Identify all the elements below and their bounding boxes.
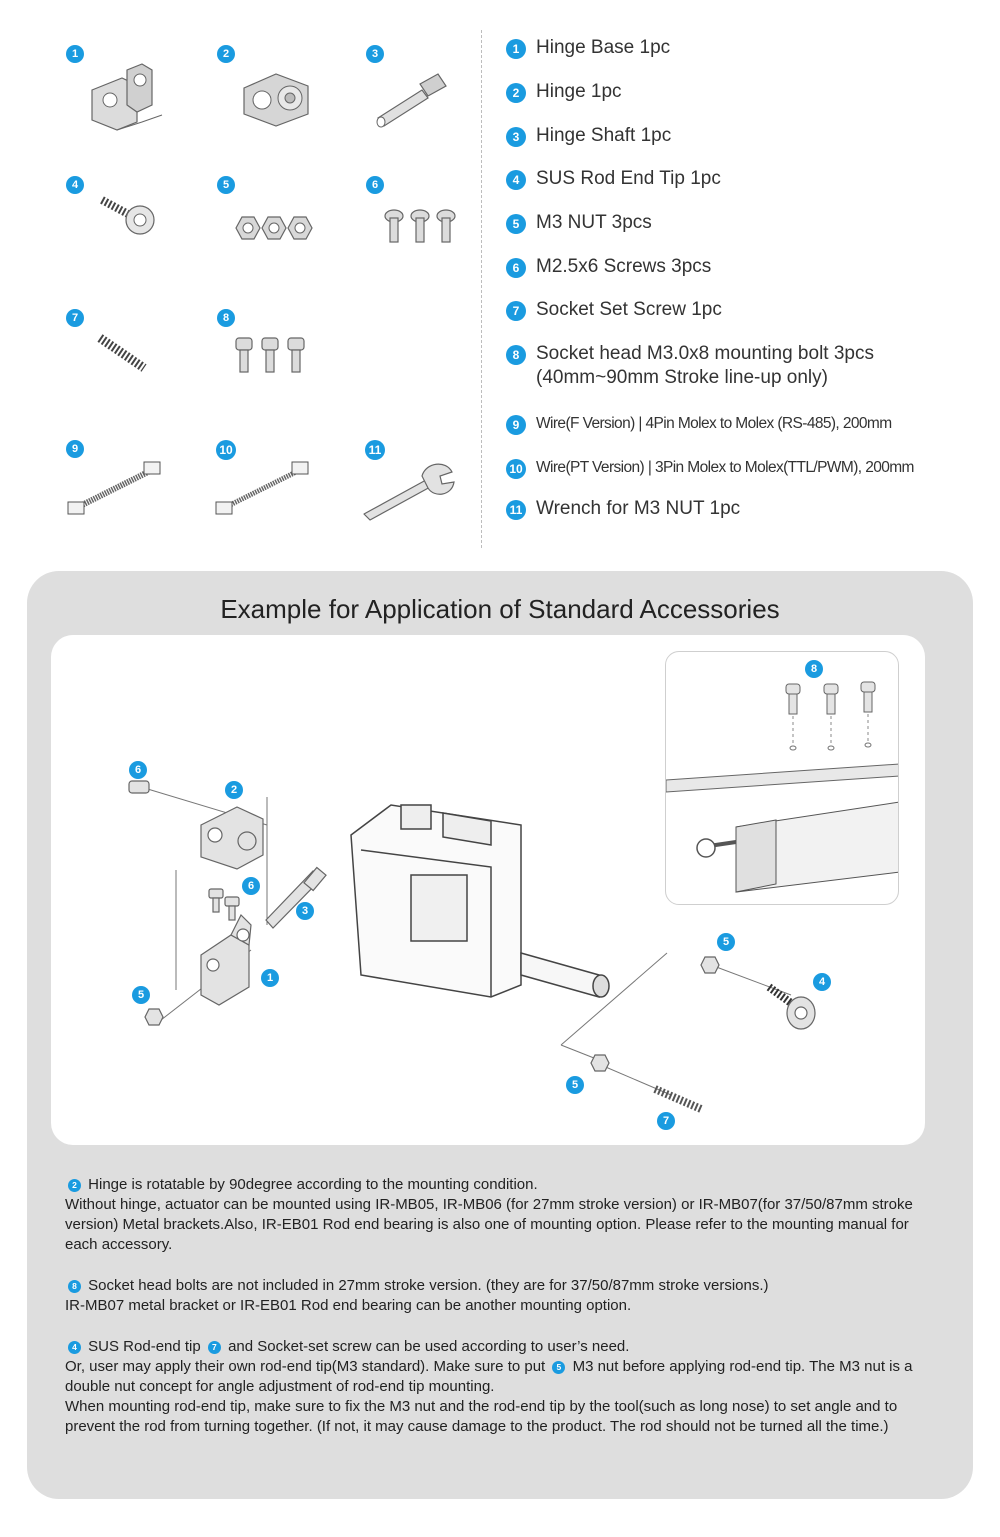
callout-6: 6 xyxy=(242,877,260,895)
list-item xyxy=(506,497,740,521)
list-text: Wire(PT Version) | 3Pin Molex to Molex(TTL/PWM), 200mm xyxy=(536,459,914,476)
callout-3: 3 xyxy=(296,902,314,920)
list-badge: 2 xyxy=(506,83,526,103)
list-item xyxy=(506,298,722,322)
note-badge: 2 xyxy=(68,1179,81,1192)
wire-f-icon xyxy=(64,458,164,520)
part-badge-10: 10 xyxy=(216,440,236,460)
note-badge: 4 xyxy=(68,1341,81,1354)
part-badge-3: 3 xyxy=(366,45,384,63)
part-badge-2: 2 xyxy=(217,45,235,63)
part-badge-11: 11 xyxy=(365,440,385,460)
note-bolts xyxy=(65,1276,945,1316)
list-text-line1: Socket head M3.0x8 mounting bolt 3pcs xyxy=(536,343,874,364)
m3-nut-icon xyxy=(232,212,316,244)
actuator-exploded-view xyxy=(51,635,925,1145)
list-item xyxy=(506,167,721,191)
callout-4: 4 xyxy=(813,973,831,991)
callout-5: 5 xyxy=(132,986,150,1004)
list-item xyxy=(506,342,874,390)
part-badge-9: 9 xyxy=(66,440,84,458)
callout-5: 5 xyxy=(566,1076,584,1094)
note-badge: 7 xyxy=(208,1341,221,1354)
list-badge: 3 xyxy=(506,127,526,147)
list-text: M2.5x6 Screws 3pcs xyxy=(536,256,712,277)
note-body: Without hinge, actuator can be mounted using IR-MB05, IR-MB06 (for 27mm stroke version) or IR-MB07(for 37/50/87mm stroke version) Metal brackets.Also, IR-EB01 Rod end bearing is also one of mounting option. Please refer to the mounting manual for each accessory. xyxy=(65,1196,913,1253)
hinge-base-icon xyxy=(82,60,172,135)
list-badge: 8 xyxy=(506,345,526,365)
note-line: Hinge is rotatable by 90degree according to the mounting condition. xyxy=(88,1176,538,1193)
list-badge: 4 xyxy=(506,170,526,190)
list-item xyxy=(506,124,671,148)
callout-7: 7 xyxy=(657,1112,675,1130)
note-line: Socket head bolts are not included in 27mm stroke version. (they are for 37/50/87mm stroke versions.) xyxy=(88,1277,769,1294)
wire-pt-icon xyxy=(212,458,312,520)
list-item xyxy=(506,255,711,279)
list-badge: 1 xyxy=(506,39,526,59)
application-title: Example for Application of Standard Accessories xyxy=(220,594,780,624)
list-badge: 9 xyxy=(506,415,526,435)
list-text: Socket Set Screw 1pc xyxy=(536,299,722,320)
list-item xyxy=(506,36,670,60)
list-item xyxy=(506,456,914,480)
part-badge-5: 5 xyxy=(217,176,235,194)
note-hinge xyxy=(65,1175,945,1255)
callout-6: 6 xyxy=(129,761,147,779)
list-text: Hinge Shaft 1pc xyxy=(536,125,672,146)
list-badge: 11 xyxy=(506,500,526,520)
m25-screw-icon xyxy=(382,208,462,248)
part-badge-8: 8 xyxy=(217,309,235,327)
mounting-bolt-icon xyxy=(232,336,312,376)
note-badge: 8 xyxy=(68,1280,81,1293)
list-text-line2: (40mm~90mm Stroke line-up only) xyxy=(536,367,828,388)
part-badge-1: 1 xyxy=(66,45,84,63)
hinge-icon xyxy=(236,66,316,132)
list-text xyxy=(536,342,874,390)
note-text: Or, user may apply their own rod-end tip(M3 standard). Make sure to put xyxy=(65,1358,546,1375)
list-item xyxy=(506,80,622,104)
list-badge: 7 xyxy=(506,301,526,321)
part-badge-7: 7 xyxy=(66,309,84,327)
section-divider xyxy=(481,30,482,548)
hinge-shaft-icon xyxy=(372,70,452,130)
note-text: SUS Rod-end tip xyxy=(88,1338,201,1355)
part-badge-4: 4 xyxy=(66,176,84,194)
callout-5: 5 xyxy=(717,933,735,951)
callout-2: 2 xyxy=(225,781,243,799)
note-body: IR-MB07 metal bracket or IR-EB01 Rod end bearing can be another mounting option. xyxy=(65,1297,632,1314)
rod-end-tip-icon xyxy=(96,190,162,240)
list-text: M3 NUT 3pcs xyxy=(536,212,652,233)
list-text: Wrench for M3 NUT 1pc xyxy=(536,498,741,519)
part-badge-6: 6 xyxy=(366,176,384,194)
note-rod-end xyxy=(65,1337,945,1437)
note-badge: 5 xyxy=(552,1361,565,1374)
list-text: Hinge Base 1pc xyxy=(536,37,671,58)
list-badge: 5 xyxy=(506,214,526,234)
list-badge: 6 xyxy=(506,258,526,278)
set-screw-icon xyxy=(94,330,154,376)
list-text: Wire(F Version) | 4Pin Molex to Molex (RS-485), 200mm xyxy=(536,415,892,432)
list-text: Hinge 1pc xyxy=(536,81,622,102)
callout-1: 1 xyxy=(261,969,279,987)
list-item xyxy=(506,211,652,235)
note-text: and Socket-set screw can be used according to user’s need. xyxy=(228,1338,630,1355)
list-item xyxy=(506,412,892,436)
list-text: SUS Rod End Tip 1pc xyxy=(536,168,721,189)
list-badge: 10 xyxy=(506,459,526,479)
callout-8: 8 xyxy=(805,660,823,678)
note-text: M3 nut before applying rod-end tip. The M3 nut is a double nut concept for angle adjustment of rod-end tip mounting. xyxy=(65,1358,913,1395)
wrench-icon xyxy=(356,458,460,526)
note-body: When mounting rod-end tip, make sure to fix the M3 nut and the rod-end tip by the tool(such as long nose) to set angle and to prevent the rod from turning together. (If not, it may cause damage to the product. The rod should not be turned all the time.) xyxy=(65,1398,898,1435)
